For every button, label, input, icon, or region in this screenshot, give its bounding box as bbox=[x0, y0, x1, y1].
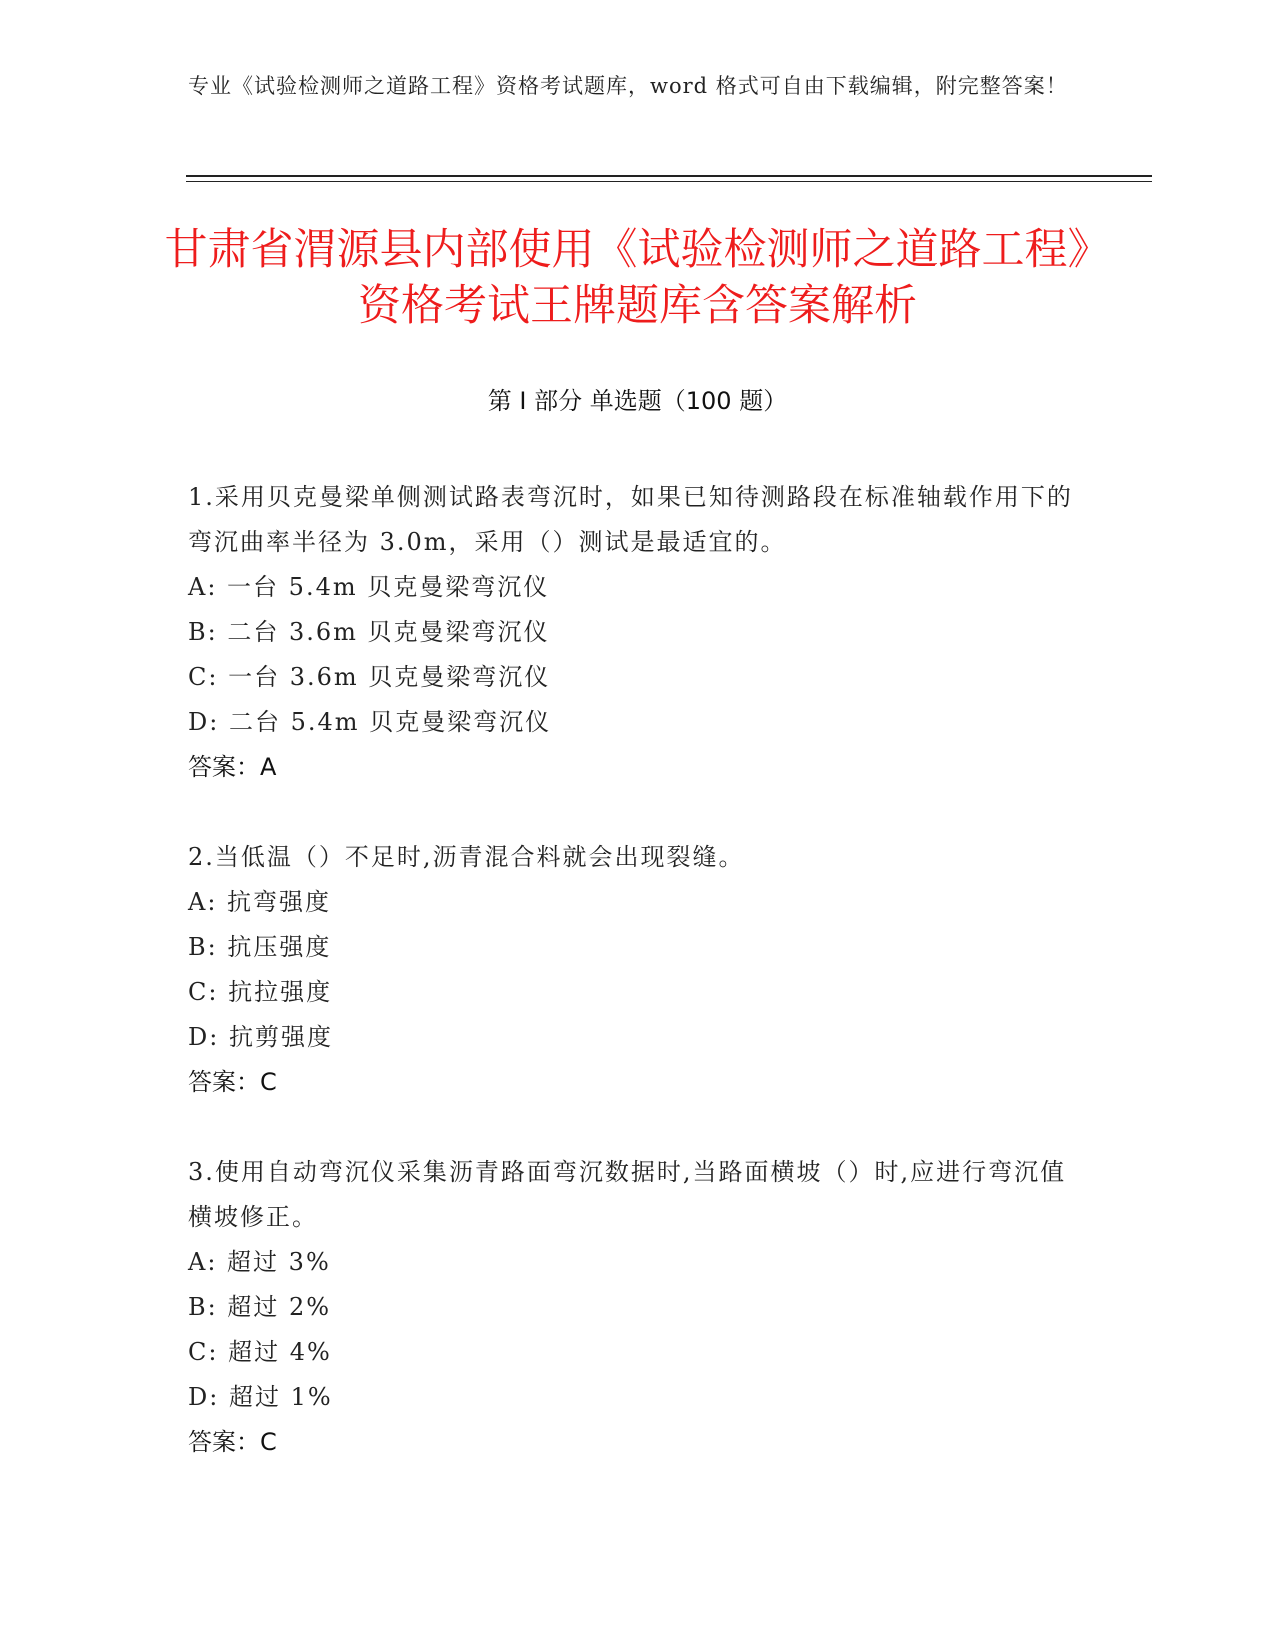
answer-line: 答案：A bbox=[188, 753, 277, 781]
question-stem: 1.采用贝克曼梁单侧测试路表弯沉时，如果已知待测路段在标准轴载作用下的弯沉曲率半径为 3.0m，采用（）测试是最适宜的。 bbox=[188, 483, 1073, 556]
section-heading: 第 I 部分 单选题（100 题） bbox=[487, 387, 788, 415]
option-a: A: 超过 3% bbox=[188, 1248, 331, 1276]
option-c: C: 一台 3.6m 贝克曼梁弯沉仪 bbox=[188, 663, 551, 691]
header-note: 专业《试验检测师之道路工程》资格考试题库，word 格式可自由下载编辑，附完整答案！ bbox=[188, 74, 1068, 98]
question-stem: 2.当低温（）不足时,沥青混合料就会出现裂缝。 bbox=[188, 843, 745, 871]
question-1 bbox=[188, 475, 1078, 790]
question-2 bbox=[188, 835, 1078, 1105]
header-rule-thick bbox=[186, 175, 1152, 177]
option-a: A: 一台 5.4m 贝克曼梁弯沉仪 bbox=[188, 573, 550, 601]
option-d: D: 抗剪强度 bbox=[188, 1023, 333, 1051]
header-rule-thin bbox=[186, 181, 1152, 182]
answer-line: 答案：C bbox=[188, 1428, 277, 1456]
question-list bbox=[188, 475, 1078, 1510]
option-b: B: 二台 3.6m 贝克曼梁弯沉仪 bbox=[188, 618, 550, 646]
document-title: 甘肃省渭源县内部使用《试验检测师之道路工程》资格考试王牌题库含答案解析 bbox=[164, 225, 1111, 331]
answer-line: 答案：C bbox=[188, 1068, 277, 1096]
option-c: C: 超过 4% bbox=[188, 1338, 332, 1366]
option-b: B: 超过 2% bbox=[188, 1293, 332, 1321]
option-a: A: 抗弯强度 bbox=[188, 888, 332, 916]
option-b: B: 抗压强度 bbox=[188, 933, 332, 961]
question-stem: 3.使用自动弯沉仪采集沥青路面弯沉数据时,当路面横坡（）时,应进行弯沉值横坡修正。 bbox=[188, 1158, 1067, 1231]
option-c: C: 抗拉强度 bbox=[188, 978, 333, 1006]
question-3 bbox=[188, 1150, 1078, 1465]
option-d: D: 二台 5.4m 贝克曼梁弯沉仪 bbox=[188, 708, 552, 736]
option-d: D: 超过 1% bbox=[188, 1383, 333, 1411]
